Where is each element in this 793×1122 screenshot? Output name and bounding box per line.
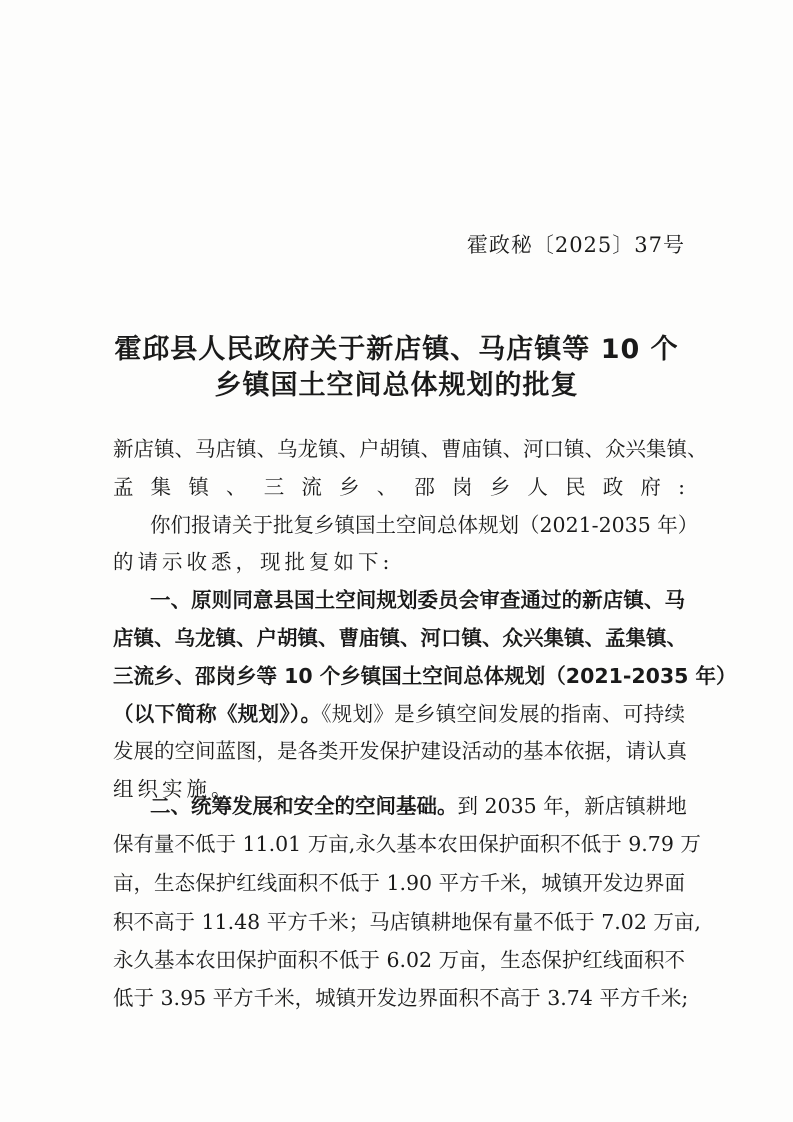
paragraph-line (150, 511, 699, 539)
body-text: 发展的空间蓝图，是各类开发保护建设活动的基本依据，请认真 (113, 739, 687, 763)
paragraph-line (113, 737, 685, 765)
paragraph-line (113, 624, 685, 652)
body-text: 积不高于 11.48 平方千米；马店镇耕地保有量不低于 7.02 万亩, (113, 910, 701, 934)
document-number: 霍政秘〔2025〕37号 (466, 233, 685, 257)
paragraph-line (113, 700, 685, 728)
body-text: 到 2035 年，新店镇耕地 (457, 794, 687, 818)
title-line-2: 乡镇国土空间总体规划的批复 (214, 370, 579, 401)
body-text: 永久基本农田保护面积不低于 6.02 万亩，生态保护红线面积不 (113, 948, 685, 972)
paragraph-line (113, 830, 701, 858)
body-text: 《规划》是乡镇空间发展的指南、可持续 (321, 702, 686, 726)
paragraph-line (113, 908, 701, 936)
body-text: 孟集镇、三流乡、邵岗乡人民政府: (113, 475, 685, 499)
paragraph-line (150, 792, 685, 820)
body-text: 你们报请关于批复乡镇国土空间总体规划（2021-2035 年） (150, 513, 699, 537)
bold-text: 二、统筹发展和安全的空间基础。 (150, 794, 458, 818)
paragraph-line (150, 586, 685, 614)
body-text: 新店镇、马店镇、乌龙镇、户胡镇、曹庙镇、河口镇、众兴集镇、 (113, 437, 708, 461)
body-text: 保有量不低于 11.01 万亩,永久基本农田保护面积不低于 9.79 万 (113, 832, 701, 856)
title-line-1: 霍邱县人民政府关于新店镇、马店镇等 10 个 (114, 334, 679, 365)
body-text: 低于 3.95 平方千米，城镇开发边界面积不高于 3.74 平方千米; (113, 986, 689, 1010)
paragraph-line (113, 946, 685, 974)
bold-text: （以下简称《规划》）。 (113, 702, 322, 726)
bold-text: 三流乡、邵岗乡等 10 个乡镇国土空间总体规划（2021-2035 年） (113, 664, 737, 688)
paragraph-line (113, 548, 685, 576)
paragraph-line (113, 662, 737, 690)
body-text: 亩，生态保护红线面积不低于 1.90 平方千米，城镇开发边界面 (113, 871, 685, 895)
paragraph-line (113, 984, 689, 1012)
bold-text: 一、原则同意县国土空间规划委员会审查通过的新店镇、马 (150, 588, 685, 612)
paragraph-line (113, 435, 708, 463)
paragraph-line (113, 869, 685, 897)
body-text: 的请示收悉，现批复如下: (113, 550, 394, 574)
bold-text: 店镇、乌龙镇、户胡镇、曹庙镇、河口镇、众兴集镇、孟集镇、 (113, 626, 687, 650)
body-text: 组织实施。 (113, 777, 236, 801)
paragraph-line (113, 473, 685, 501)
